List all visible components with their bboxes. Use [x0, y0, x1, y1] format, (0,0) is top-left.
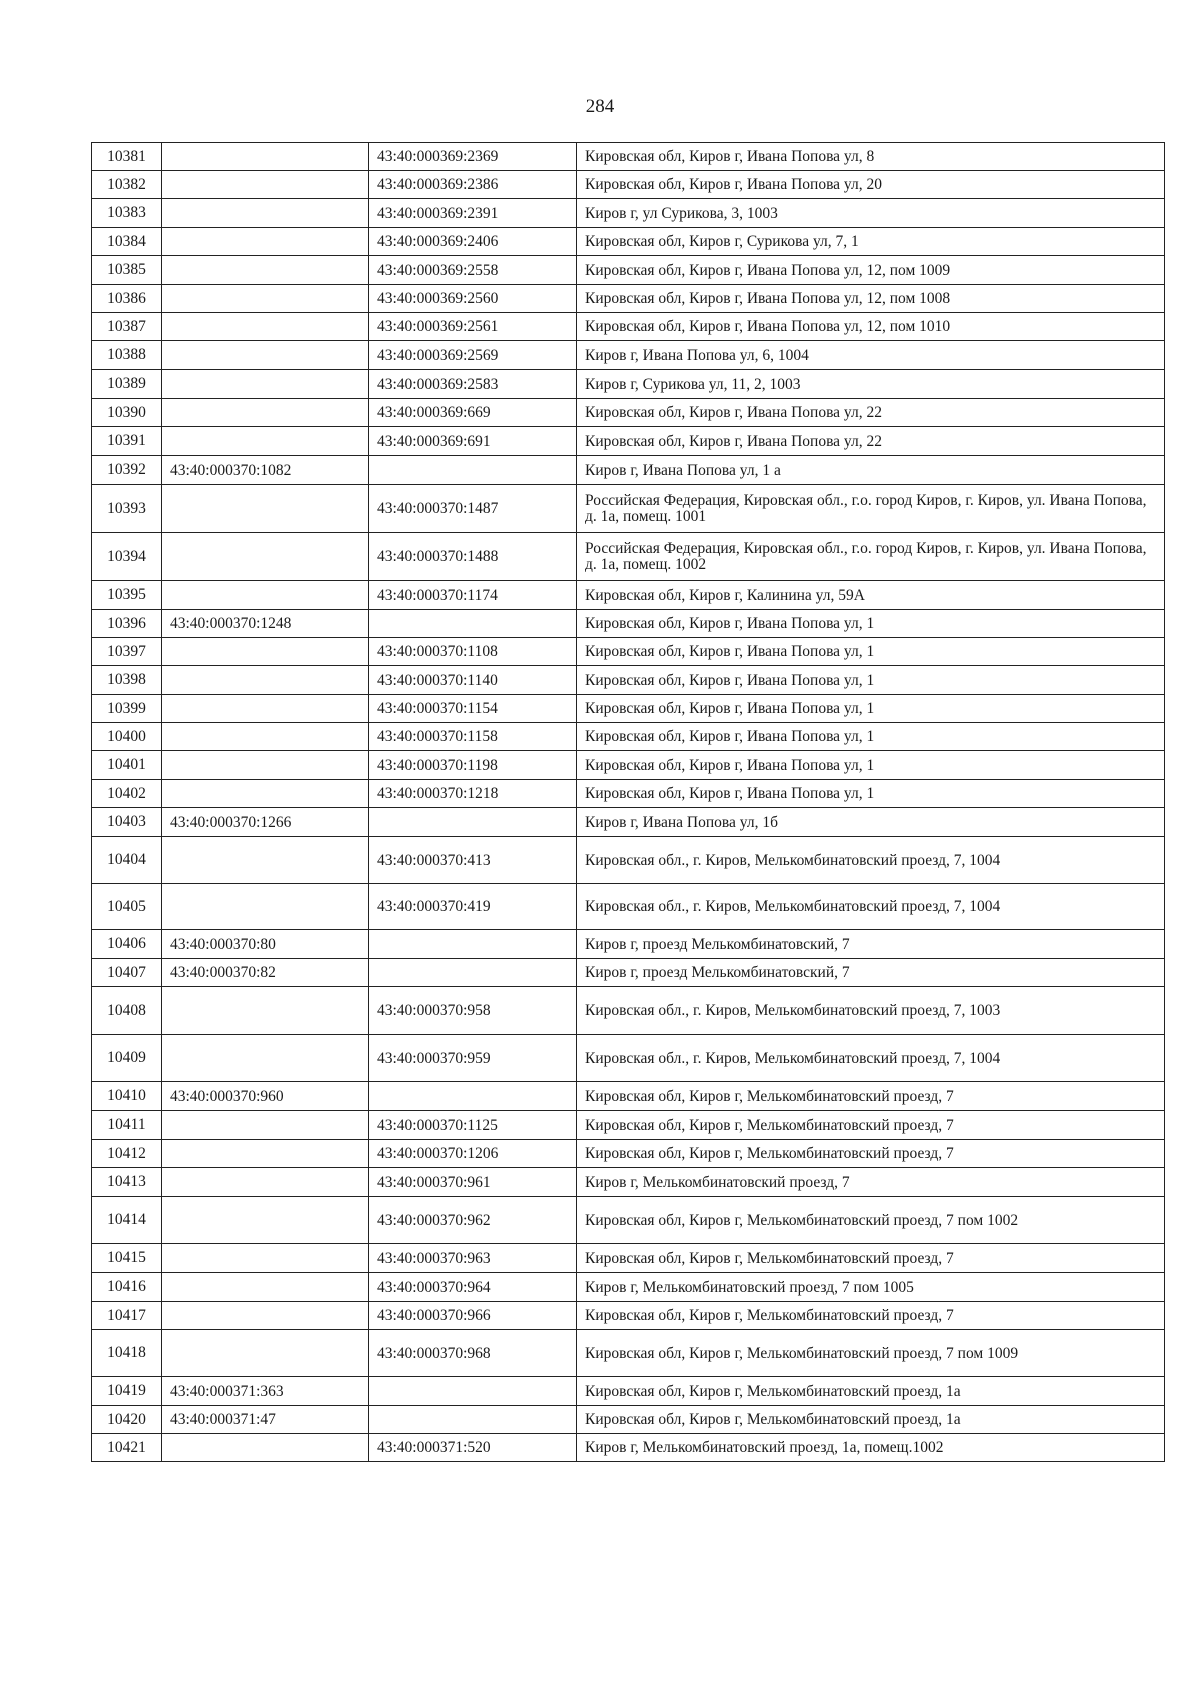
object-cadastral-number-cell: 43:40:000370:964 — [369, 1273, 577, 1302]
address-cell: Кировская обл, Киров г, Ивана Попова ул, 1 — [577, 751, 1165, 780]
object-cadastral-number-cell: 43:40:000370:966 — [369, 1302, 577, 1330]
table-row — [92, 1434, 1165, 1462]
row-number-cell: 10391 — [92, 427, 162, 456]
object-cadastral-number-cell — [369, 610, 577, 638]
table-row — [92, 1035, 1165, 1082]
object-cadastral-number-cell — [369, 456, 577, 485]
parcel-cadastral-number-cell — [162, 341, 369, 370]
table-row — [92, 1406, 1165, 1434]
address-cell: Кировская обл, Киров г, Ивана Попова ул, 12, пом 1009 — [577, 256, 1165, 285]
object-cadastral-number-cell: 43:40:000370:1108 — [369, 638, 577, 666]
table-row — [92, 1302, 1165, 1330]
object-cadastral-number-cell — [369, 1377, 577, 1406]
object-cadastral-number-cell: 43:40:000369:2369 — [369, 143, 577, 171]
row-number-cell: 10396 — [92, 610, 162, 638]
address-cell: Кировская обл, Киров г, Мелькомбинатовский проезд, 7 — [577, 1244, 1165, 1273]
table-row — [92, 427, 1165, 456]
table-row — [92, 1082, 1165, 1111]
parcel-cadastral-number-cell — [162, 1168, 369, 1197]
parcel-cadastral-number-cell — [162, 370, 369, 399]
object-cadastral-number-cell: 43:40:000370:1140 — [369, 666, 577, 695]
address-cell: Кировская обл, Киров г, Ивана Попова ул, 12, пом 1010 — [577, 313, 1165, 341]
table-row — [92, 1168, 1165, 1197]
table-row — [92, 1111, 1165, 1140]
table-row — [92, 723, 1165, 751]
address-cell: Кировская обл, Киров г, Ивана Попова ул, 8 — [577, 143, 1165, 171]
parcel-cadastral-number-cell: 43:40:000370:960 — [162, 1082, 369, 1111]
parcel-cadastral-number-cell — [162, 1140, 369, 1168]
parcel-cadastral-number-cell: 43:40:000371:363 — [162, 1377, 369, 1406]
parcel-cadastral-number-cell: 43:40:000371:47 — [162, 1406, 369, 1434]
parcel-cadastral-number-cell — [162, 485, 369, 533]
row-number-cell: 10405 — [92, 884, 162, 930]
address-cell: Кировская обл, Киров г, Ивана Попова ул, 1 — [577, 610, 1165, 638]
parcel-cadastral-number-cell — [162, 581, 369, 610]
object-cadastral-number-cell: 43:40:000370:1125 — [369, 1111, 577, 1140]
registry-table-body — [92, 143, 1165, 1462]
object-cadastral-number-cell: 43:40:000370:959 — [369, 1035, 577, 1082]
object-cadastral-number-cell: 43:40:000369:2386 — [369, 171, 577, 199]
row-number-cell: 10381 — [92, 143, 162, 171]
parcel-cadastral-number-cell — [162, 780, 369, 808]
address-cell: Кировская обл., г. Киров, Мелькомбинатовский проезд, 7, 1004 — [577, 1035, 1165, 1082]
address-cell: Кировская обл, Киров г, Калинина ул, 59А — [577, 581, 1165, 610]
row-number-cell: 10387 — [92, 313, 162, 341]
address-cell: Кировская обл, Киров г, Мелькомбинатовский проезд, 7 пом 1002 — [577, 1197, 1165, 1244]
parcel-cadastral-number-cell: 43:40:000370:82 — [162, 959, 369, 987]
row-number-cell: 10394 — [92, 533, 162, 581]
object-cadastral-number-cell: 43:40:000370:1174 — [369, 581, 577, 610]
table-row — [92, 638, 1165, 666]
parcel-cadastral-number-cell — [162, 256, 369, 285]
parcel-cadastral-number-cell — [162, 666, 369, 695]
row-number-cell: 10388 — [92, 341, 162, 370]
row-number-cell: 10406 — [92, 930, 162, 959]
address-cell: Кировская обл., г. Киров, Мелькомбинатовский проезд, 7, 1003 — [577, 987, 1165, 1035]
table-row — [92, 1330, 1165, 1377]
row-number-cell: 10421 — [92, 1434, 162, 1462]
row-number-cell: 10389 — [92, 370, 162, 399]
object-cadastral-number-cell: 43:40:000370:1158 — [369, 723, 577, 751]
table-row — [92, 987, 1165, 1035]
registry-table — [91, 142, 1165, 1462]
address-cell: Кировская обл., г. Киров, Мелькомбинатовский проезд, 7, 1004 — [577, 884, 1165, 930]
address-cell: Киров г, Мелькомбинатовский проезд, 1а, помещ.1002 — [577, 1434, 1165, 1462]
address-cell: Киров г, Мелькомбинатовский проезд, 7 — [577, 1168, 1165, 1197]
address-cell: Кировская обл, Киров г, Мелькомбинатовский проезд, 7 — [577, 1082, 1165, 1111]
row-number-cell: 10404 — [92, 837, 162, 884]
table-row — [92, 1197, 1165, 1244]
row-number-cell: 10390 — [92, 399, 162, 427]
object-cadastral-number-cell: 43:40:000370:419 — [369, 884, 577, 930]
object-cadastral-number-cell: 43:40:000369:2391 — [369, 199, 577, 228]
row-number-cell: 10382 — [92, 171, 162, 199]
table-row — [92, 143, 1165, 171]
address-cell: Кировская обл, Киров г, Ивана Попова ул, 20 — [577, 171, 1165, 199]
parcel-cadastral-number-cell — [162, 533, 369, 581]
address-cell: Российская Федерация, Кировская обл., г.о. город Киров, г. Киров, ул. Ивана Попова, д. 1а, помещ. 1001 — [577, 485, 1165, 533]
parcel-cadastral-number-cell: 43:40:000370:80 — [162, 930, 369, 959]
address-cell: Киров г, Ивана Попова ул, 6, 1004 — [577, 341, 1165, 370]
address-cell: Кировская обл, Киров г, Мелькомбинатовский проезд, 1а — [577, 1377, 1165, 1406]
parcel-cadastral-number-cell — [162, 427, 369, 456]
table-row — [92, 313, 1165, 341]
row-number-cell: 10418 — [92, 1330, 162, 1377]
object-cadastral-number-cell: 43:40:000369:2406 — [369, 228, 577, 256]
row-number-cell: 10408 — [92, 987, 162, 1035]
row-number-cell: 10407 — [92, 959, 162, 987]
row-number-cell: 10385 — [92, 256, 162, 285]
parcel-cadastral-number-cell — [162, 723, 369, 751]
address-cell: Кировская обл, Киров г, Мелькомбинатовский проезд, 7 — [577, 1111, 1165, 1140]
parcel-cadastral-number-cell — [162, 1035, 369, 1082]
parcel-cadastral-number-cell — [162, 695, 369, 723]
table-row — [92, 399, 1165, 427]
row-number-cell: 10410 — [92, 1082, 162, 1111]
row-number-cell: 10399 — [92, 695, 162, 723]
row-number-cell: 10392 — [92, 456, 162, 485]
row-number-cell: 10416 — [92, 1273, 162, 1302]
row-number-cell: 10395 — [92, 581, 162, 610]
object-cadastral-number-cell — [369, 1406, 577, 1434]
address-cell: Киров г, Сурикова ул, 11, 2, 1003 — [577, 370, 1165, 399]
table-row — [92, 199, 1165, 228]
row-number-cell: 10397 — [92, 638, 162, 666]
object-cadastral-number-cell: 43:40:000370:958 — [369, 987, 577, 1035]
table-row — [92, 171, 1165, 199]
object-cadastral-number-cell: 43:40:000370:968 — [369, 1330, 577, 1377]
address-cell: Кировская обл, Киров г, Ивана Попова ул, 12, пом 1008 — [577, 285, 1165, 313]
page-number: 284 — [585, 96, 615, 117]
row-number-cell: 10420 — [92, 1406, 162, 1434]
row-number-cell: 10409 — [92, 1035, 162, 1082]
row-number-cell: 10413 — [92, 1168, 162, 1197]
row-number-cell: 10402 — [92, 780, 162, 808]
table-row — [92, 1273, 1165, 1302]
address-cell: Кировская обл, Киров г, Мелькомбинатовский проезд, 7 — [577, 1140, 1165, 1168]
object-cadastral-number-cell: 43:40:000370:1487 — [369, 485, 577, 533]
table-row — [92, 610, 1165, 638]
object-cadastral-number-cell: 43:40:000371:520 — [369, 1434, 577, 1462]
parcel-cadastral-number-cell — [162, 143, 369, 171]
parcel-cadastral-number-cell — [162, 285, 369, 313]
parcel-cadastral-number-cell — [162, 399, 369, 427]
object-cadastral-number-cell: 43:40:000369:691 — [369, 427, 577, 456]
address-cell: Киров г, Ивана Попова ул, 1б — [577, 808, 1165, 837]
object-cadastral-number-cell: 43:40:000369:669 — [369, 399, 577, 427]
address-cell: Кировская обл, Киров г, Ивана Попова ул, 1 — [577, 638, 1165, 666]
table-row — [92, 695, 1165, 723]
row-number-cell: 10411 — [92, 1111, 162, 1140]
object-cadastral-number-cell: 43:40:000369:2569 — [369, 341, 577, 370]
object-cadastral-number-cell: 43:40:000369:2558 — [369, 256, 577, 285]
table-row — [92, 930, 1165, 959]
parcel-cadastral-number-cell: 43:40:000370:1266 — [162, 808, 369, 837]
parcel-cadastral-number-cell — [162, 884, 369, 930]
parcel-cadastral-number-cell — [162, 171, 369, 199]
table-row — [92, 581, 1165, 610]
address-cell: Кировская обл, Киров г, Сурикова ул, 7, 1 — [577, 228, 1165, 256]
address-cell: Кировская обл., г. Киров, Мелькомбинатовский проезд, 7, 1004 — [577, 837, 1165, 884]
row-number-cell: 10400 — [92, 723, 162, 751]
row-number-cell: 10419 — [92, 1377, 162, 1406]
address-cell: Киров г, Ивана Попова ул, 1 а — [577, 456, 1165, 485]
parcel-cadastral-number-cell — [162, 751, 369, 780]
row-number-cell: 10412 — [92, 1140, 162, 1168]
row-number-cell: 10393 — [92, 485, 162, 533]
address-cell: Кировская обл, Киров г, Ивана Попова ул, 1 — [577, 666, 1165, 695]
row-number-cell: 10383 — [92, 199, 162, 228]
object-cadastral-number-cell — [369, 1082, 577, 1111]
address-cell: Кировская обл, Киров г, Ивана Попова ул, 1 — [577, 723, 1165, 751]
table-row — [92, 884, 1165, 930]
row-number-cell: 10415 — [92, 1244, 162, 1273]
table-row — [92, 485, 1165, 533]
address-cell: Российская Федерация, Кировская обл., г.о. город Киров, г. Киров, ул. Ивана Попова, д. 1а, помещ. 1002 — [577, 533, 1165, 581]
address-cell: Киров г, ул Сурикова, 3, 1003 — [577, 199, 1165, 228]
address-cell: Киров г, проезд Мелькомбинатовский, 7 — [577, 930, 1165, 959]
parcel-cadastral-number-cell — [162, 313, 369, 341]
row-number-cell: 10417 — [92, 1302, 162, 1330]
table-row — [92, 533, 1165, 581]
parcel-cadastral-number-cell: 43:40:000370:1248 — [162, 610, 369, 638]
parcel-cadastral-number-cell — [162, 638, 369, 666]
parcel-cadastral-number-cell — [162, 199, 369, 228]
object-cadastral-number-cell: 43:40:000370:1218 — [369, 780, 577, 808]
address-cell: Кировская обл, Киров г, Ивана Попова ул, 1 — [577, 695, 1165, 723]
table-row — [92, 959, 1165, 987]
table-row — [92, 837, 1165, 884]
address-cell: Кировская обл, Киров г, Мелькомбинатовский проезд, 1а — [577, 1406, 1165, 1434]
object-cadastral-number-cell: 43:40:000369:2560 — [369, 285, 577, 313]
row-number-cell: 10414 — [92, 1197, 162, 1244]
object-cadastral-number-cell: 43:40:000370:1488 — [369, 533, 577, 581]
row-number-cell: 10403 — [92, 808, 162, 837]
parcel-cadastral-number-cell — [162, 987, 369, 1035]
row-number-cell: 10384 — [92, 228, 162, 256]
object-cadastral-number-cell: 43:40:000369:2561 — [369, 313, 577, 341]
parcel-cadastral-number-cell — [162, 1330, 369, 1377]
table-row — [92, 256, 1165, 285]
address-cell: Кировская обл, Киров г, Ивана Попова ул, 22 — [577, 399, 1165, 427]
address-cell: Киров г, проезд Мелькомбинатовский, 7 — [577, 959, 1165, 987]
object-cadastral-number-cell: 43:40:000370:1154 — [369, 695, 577, 723]
parcel-cadastral-number-cell — [162, 228, 369, 256]
row-number-cell: 10386 — [92, 285, 162, 313]
object-cadastral-number-cell: 43:40:000370:1198 — [369, 751, 577, 780]
table-row — [92, 370, 1165, 399]
object-cadastral-number-cell: 43:40:000370:1206 — [369, 1140, 577, 1168]
table-row — [92, 751, 1165, 780]
table-row — [92, 780, 1165, 808]
object-cadastral-number-cell: 43:40:000370:963 — [369, 1244, 577, 1273]
parcel-cadastral-number-cell: 43:40:000370:1082 — [162, 456, 369, 485]
object-cadastral-number-cell — [369, 808, 577, 837]
table-row — [92, 228, 1165, 256]
address-cell: Кировская обл, Киров г, Мелькомбинатовский проезд, 7 — [577, 1302, 1165, 1330]
table-row — [92, 1244, 1165, 1273]
parcel-cadastral-number-cell — [162, 1273, 369, 1302]
table-row — [92, 666, 1165, 695]
address-cell: Кировская обл, Киров г, Мелькомбинатовский проезд, 7 пом 1009 — [577, 1330, 1165, 1377]
address-cell: Киров г, Мелькомбинатовский проезд, 7 пом 1005 — [577, 1273, 1165, 1302]
address-cell: Кировская обл, Киров г, Ивана Попова ул, 22 — [577, 427, 1165, 456]
object-cadastral-number-cell: 43:40:000370:962 — [369, 1197, 577, 1244]
object-cadastral-number-cell — [369, 930, 577, 959]
table-row — [92, 1377, 1165, 1406]
object-cadastral-number-cell: 43:40:000370:413 — [369, 837, 577, 884]
row-number-cell: 10401 — [92, 751, 162, 780]
parcel-cadastral-number-cell — [162, 837, 369, 884]
parcel-cadastral-number-cell — [162, 1111, 369, 1140]
object-cadastral-number-cell: 43:40:000370:961 — [369, 1168, 577, 1197]
parcel-cadastral-number-cell — [162, 1244, 369, 1273]
row-number-cell: 10398 — [92, 666, 162, 695]
parcel-cadastral-number-cell — [162, 1434, 369, 1462]
address-cell: Кировская обл, Киров г, Ивана Попова ул, 1 — [577, 780, 1165, 808]
table-row — [92, 341, 1165, 370]
parcel-cadastral-number-cell — [162, 1197, 369, 1244]
object-cadastral-number-cell — [369, 959, 577, 987]
object-cadastral-number-cell: 43:40:000369:2583 — [369, 370, 577, 399]
table-row — [92, 456, 1165, 485]
parcel-cadastral-number-cell — [162, 1302, 369, 1330]
table-row — [92, 1140, 1165, 1168]
table-row — [92, 285, 1165, 313]
table-row — [92, 808, 1165, 837]
